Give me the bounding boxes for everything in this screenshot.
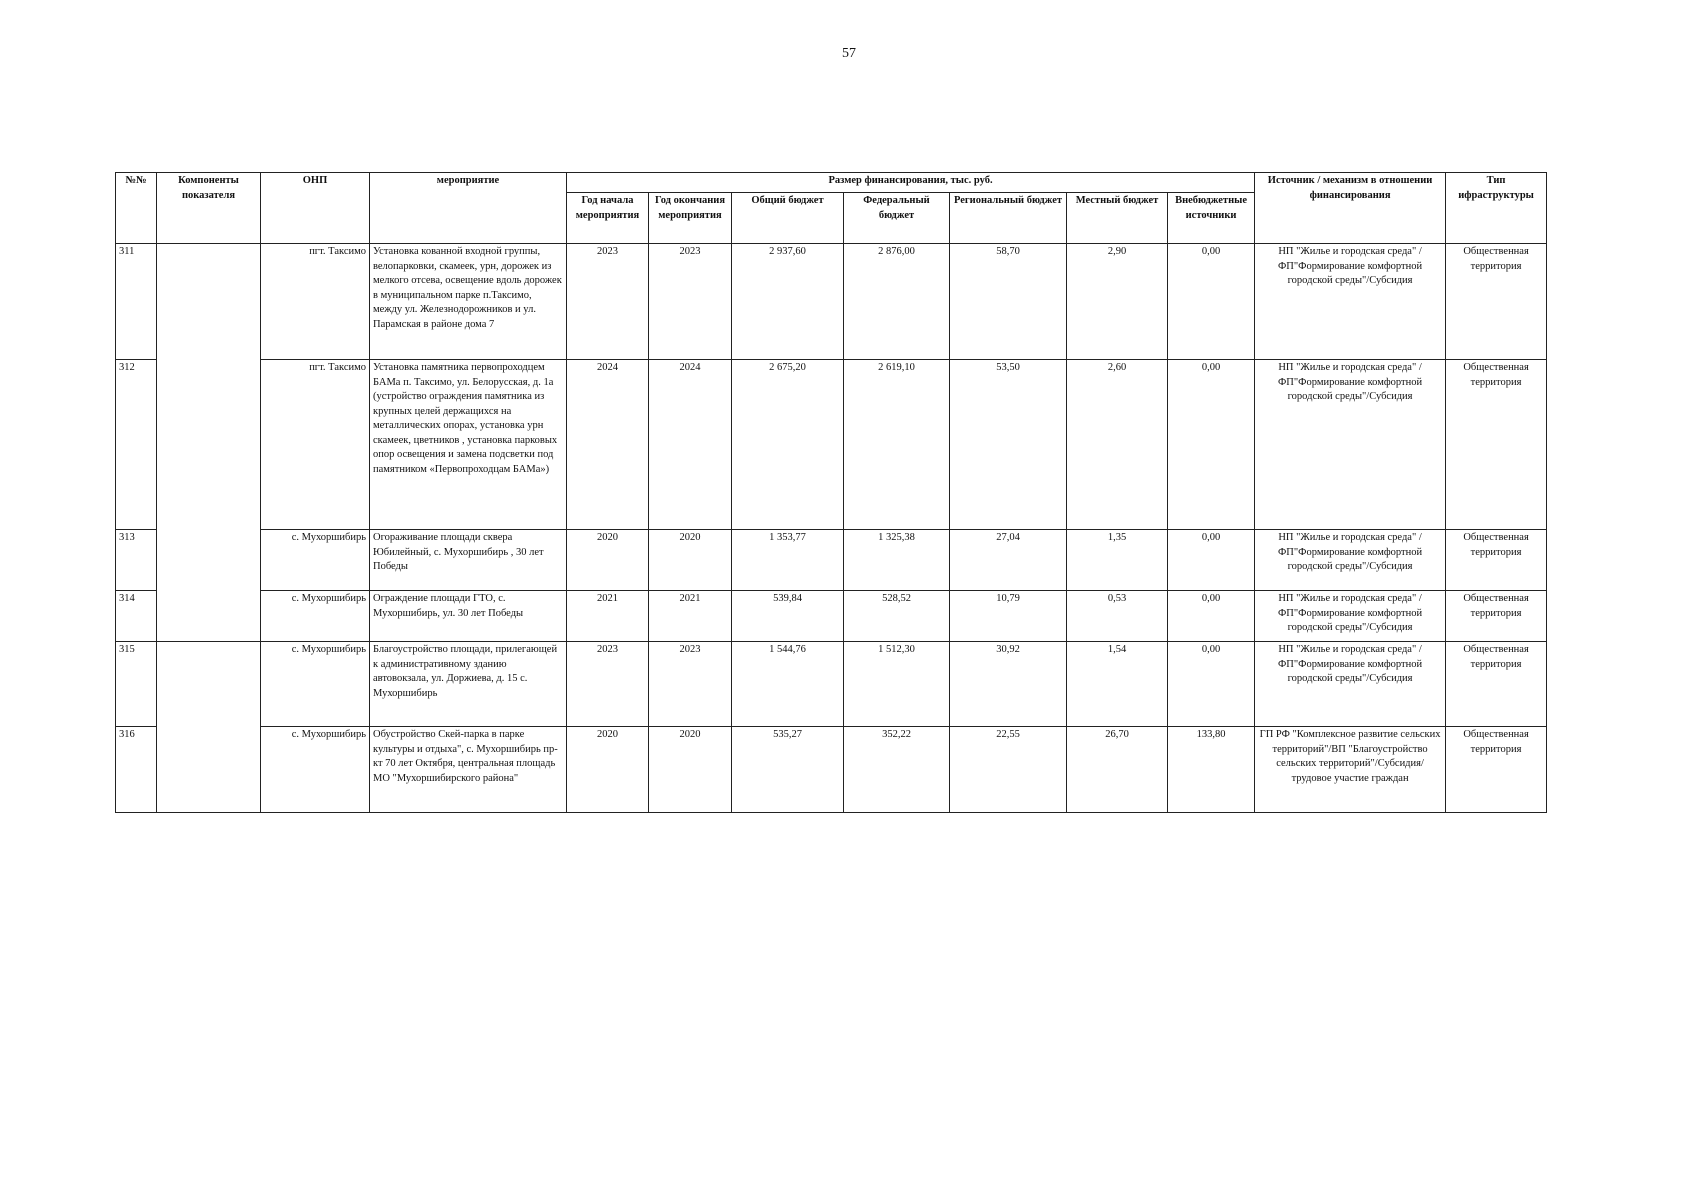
row-federal: 528,52 <box>844 591 950 642</box>
row-start-year: 2021 <box>567 591 649 642</box>
row-local: 1,35 <box>1067 530 1168 591</box>
row-onp: пгт. Таксимо <box>261 244 370 360</box>
row-offbudget: 0,00 <box>1168 360 1255 530</box>
row-source: НП "Жилье и городская среда" /ФП"Формирование комфортной городской среды"/Субсидия <box>1255 360 1446 530</box>
funding-table <box>115 172 1547 813</box>
row-regional: 10,79 <box>950 591 1067 642</box>
row-regional: 58,70 <box>950 244 1067 360</box>
row-regional: 30,92 <box>950 642 1067 727</box>
row-start-year: 2020 <box>567 727 649 813</box>
row-num: 316 <box>116 727 157 813</box>
row-end-year: 2021 <box>649 591 732 642</box>
header-source: Источник / механизм в отношении финансирования <box>1255 173 1446 244</box>
row-total: 539,84 <box>732 591 844 642</box>
row-infra-type: Общественная территория <box>1446 727 1547 813</box>
row-regional: 22,55 <box>950 727 1067 813</box>
header-onp: ОНП <box>261 173 370 244</box>
row-total: 1 353,77 <box>732 530 844 591</box>
row-source: НП "Жилье и городская среда" /ФП"Формирование комфортной городской среды"/Субсидия <box>1255 244 1446 360</box>
header-start-year: Год начала мероприятия <box>567 193 649 244</box>
row-total: 535,27 <box>732 727 844 813</box>
header-offbudget: Внебюджетные источники <box>1168 193 1255 244</box>
table-row <box>116 642 1547 727</box>
row-total: 2 937,60 <box>732 244 844 360</box>
header-local: Местный бюджет <box>1067 193 1168 244</box>
header-total: Общий бюджет <box>732 193 844 244</box>
row-source: НП "Жилье и городская среда" /ФП"Формирование комфортной городской среды"/Субсидия <box>1255 530 1446 591</box>
row-source: НП "Жилье и городская среда" /ФП"Формирование комфортной городской среды"/Субсидия <box>1255 642 1446 727</box>
row-event: Установка памятника первопроходцем БАМа п. Таксимо, ул. Белорусская, д. 1а (устройство ограждения памятника из крупных целей держащихся на металлических опорах, установка урн скамеек, цветников , установка парковых опор освещения и замена подсветки под памятником «Первопроходцам БАМа») <box>370 360 567 530</box>
row-infra-type: Общественная территория <box>1446 642 1547 727</box>
row-onp: с. Мухоршибирь <box>261 591 370 642</box>
row-federal: 2 619,10 <box>844 360 950 530</box>
header-event: мероприятие <box>370 173 567 244</box>
row-num: 312 <box>116 360 157 530</box>
header-row-top <box>116 173 1547 193</box>
row-start-year: 2023 <box>567 244 649 360</box>
row-num: 313 <box>116 530 157 591</box>
row-local: 2,90 <box>1067 244 1168 360</box>
components-cell-group-2 <box>157 642 261 813</box>
row-onp: с. Мухоршибирь <box>261 642 370 727</box>
row-end-year: 2020 <box>649 530 732 591</box>
row-end-year: 2023 <box>649 244 732 360</box>
row-source: НП "Жилье и городская среда" /ФП"Формирование комфортной городской среды"/Субсидия <box>1255 591 1446 642</box>
row-total: 2 675,20 <box>732 360 844 530</box>
row-event: Огораживание площади сквера Юбилейный, с. Мухоршибирь , 30 лет Победы <box>370 530 567 591</box>
row-federal: 1 325,38 <box>844 530 950 591</box>
row-federal: 1 512,30 <box>844 642 950 727</box>
row-onp: пгт. Таксимо <box>261 360 370 530</box>
row-start-year: 2024 <box>567 360 649 530</box>
row-local: 1,54 <box>1067 642 1168 727</box>
row-end-year: 2024 <box>649 360 732 530</box>
header-num: №№ <box>116 173 157 244</box>
row-regional: 27,04 <box>950 530 1067 591</box>
table-row <box>116 530 1547 591</box>
table-row <box>116 244 1547 360</box>
row-offbudget: 0,00 <box>1168 530 1255 591</box>
row-end-year: 2023 <box>649 642 732 727</box>
row-num: 315 <box>116 642 157 727</box>
header-funding: Размер финансирования, тыс. руб. <box>567 173 1255 193</box>
row-local: 2,60 <box>1067 360 1168 530</box>
components-cell-group-1 <box>157 244 261 642</box>
table-row <box>116 591 1547 642</box>
row-local: 0,53 <box>1067 591 1168 642</box>
header-components: Компоненты показателя <box>157 173 261 244</box>
row-federal: 352,22 <box>844 727 950 813</box>
header-regional: Региональный бюджет <box>950 193 1067 244</box>
row-onp: с. Мухоршибирь <box>261 530 370 591</box>
table-row <box>116 727 1547 813</box>
row-offbudget: 0,00 <box>1168 591 1255 642</box>
row-infra-type: Общественная территория <box>1446 530 1547 591</box>
row-federal: 2 876,00 <box>844 244 950 360</box>
row-onp: с. Мухоршибирь <box>261 727 370 813</box>
row-offbudget: 133,80 <box>1168 727 1255 813</box>
row-infra-type: Общественная территория <box>1446 360 1547 530</box>
row-event: Установка кованной входной группы, велопарковки, скамеек, урн, дорожек из мелкого отсева, освещение вдоль дорожек в муниципальном парке п.Таксимо, между ул. Железнодорожников и ул. Парамская в районе дома 7 <box>370 244 567 360</box>
row-end-year: 2020 <box>649 727 732 813</box>
header-end-year: Год окончания мероприятия <box>649 193 732 244</box>
row-event: Ограждение площади ГТО, с. Мухоршибирь, ул. 30 лет Победы <box>370 591 567 642</box>
row-offbudget: 0,00 <box>1168 244 1255 360</box>
page-number: 57 <box>842 46 856 61</box>
row-infra-type: Общественная территория <box>1446 591 1547 642</box>
row-start-year: 2020 <box>567 530 649 591</box>
row-event: Обустройство Скей-парка в парке культуры и отдыха", с. Мухоршибирь пр-кт 70 лет Октября, центральная площадь МО "Мухоршибирского района" <box>370 727 567 813</box>
row-regional: 53,50 <box>950 360 1067 530</box>
row-total: 1 544,76 <box>732 642 844 727</box>
row-start-year: 2023 <box>567 642 649 727</box>
row-offbudget: 0,00 <box>1168 642 1255 727</box>
row-event: Благоустройство площади, прилегающей к административному зданию автовокзала, ул. Доржиева, д. 15 с. Мухоршибирь <box>370 642 567 727</box>
row-local: 26,70 <box>1067 727 1168 813</box>
row-num: 314 <box>116 591 157 642</box>
row-source: ГП РФ "Комплексное развитие сельских территорий"/ВП "Благоустройство сельских территорий"/Субсидия/трудовое участие граждан <box>1255 727 1446 813</box>
header-federal: Федеральный бюджет <box>844 193 950 244</box>
row-num: 311 <box>116 244 157 360</box>
header-infra-type: Тип ифраструктуры <box>1446 173 1547 244</box>
table-row <box>116 360 1547 530</box>
row-infra-type: Общественная территория <box>1446 244 1547 360</box>
